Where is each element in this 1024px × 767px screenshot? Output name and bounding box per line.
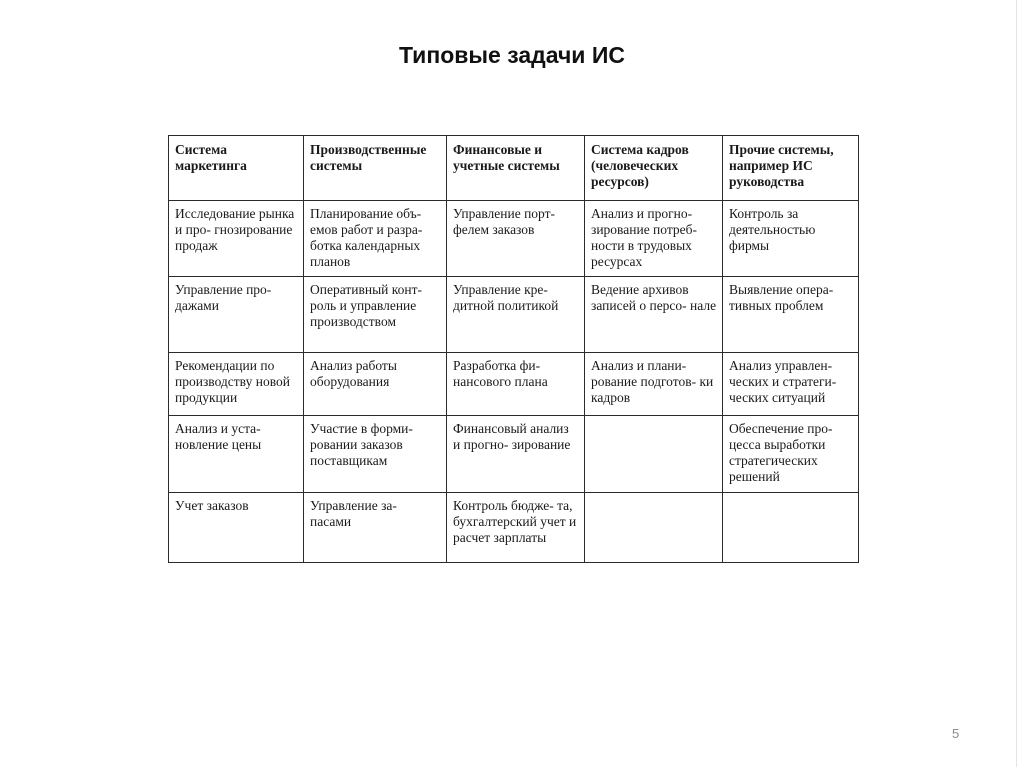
table-cell: Участие в форми- ровании заказов поставщикам — [304, 416, 447, 493]
table-cell: Управление порт- фелем заказов — [447, 201, 585, 277]
table-cell: Оперативный конт- роль и управление производством — [304, 277, 447, 353]
slide-title: Типовые задачи ИС — [399, 42, 625, 68]
header-production: Производственные системы — [304, 136, 447, 201]
header-other: Прочие системы, например ИС руководства — [723, 136, 859, 201]
table-cell: Исследование рынка и про- гнозирование продаж — [169, 201, 304, 277]
table-cell: Учет заказов — [169, 493, 304, 563]
table-cell: Ведение архивов записей о персо- нале — [585, 277, 723, 353]
header-hr: Система кадров (человеческих ресурсов) — [585, 136, 723, 201]
table-cell: Управление за- пасами — [304, 493, 447, 563]
header-marketing: Система маркетинга — [169, 136, 304, 201]
slide-edge-divider — [1016, 0, 1017, 767]
table-cell: Анализ и плани- рование подготов- ки кадров — [585, 353, 723, 416]
page-number: 5 — [952, 726, 960, 741]
table-cell: Финансовый анализ и прогно- зирование — [447, 416, 585, 493]
table-cell: Разработка фи- нансового плана — [447, 353, 585, 416]
table-cell-empty — [585, 416, 723, 493]
table-cell: Обеспечение про- цесса выработки стратегических решений — [723, 416, 859, 493]
table-header-row — [169, 136, 859, 201]
table-row — [169, 416, 859, 493]
table-row — [169, 353, 859, 416]
table-cell: Выявление опера- тивных проблем — [723, 277, 859, 353]
table-cell: Планирование объ- емов работ и разра- ботка календарных планов — [304, 201, 447, 277]
table-cell: Анализ и прогно- зирование потреб- ности в трудовых ресурсах — [585, 201, 723, 277]
table-row — [169, 201, 859, 277]
table-cell: Анализ управлен- ческих и стратеги- ческих ситуаций — [723, 353, 859, 416]
table-cell-empty — [585, 493, 723, 563]
table-row — [169, 277, 859, 353]
table-cell: Рекомендации по производству новой продукции — [169, 353, 304, 416]
header-finance: Финансовые и учетные системы — [447, 136, 585, 201]
table-cell-empty — [723, 493, 859, 563]
table-cell: Анализ и уста- новление цены — [169, 416, 304, 493]
typical-tasks-table — [168, 135, 859, 563]
table-cell: Управление кре- дитной политикой — [447, 277, 585, 353]
table-cell: Контроль за деятельностью фирмы — [723, 201, 859, 277]
table-cell: Управление про- дажами — [169, 277, 304, 353]
table-row — [169, 493, 859, 563]
table-cell: Анализ работы оборудования — [304, 353, 447, 416]
table-cell: Контроль бюдже- та, бухгалтерский учет и расчет зарплаты — [447, 493, 585, 563]
